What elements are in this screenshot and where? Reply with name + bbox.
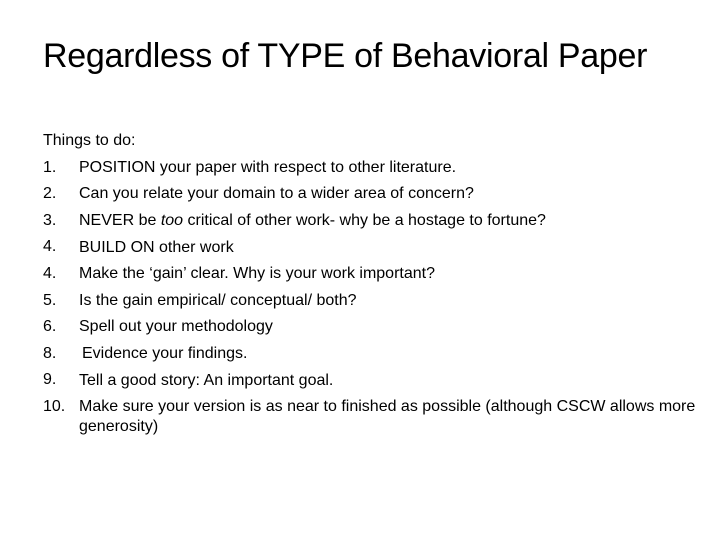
list-item: [43, 234, 703, 261]
item-text: POSITION your paper with respect to other literature.: [79, 158, 457, 176]
list-item: [43, 208, 703, 235]
item-text: Evidence your findings.: [82, 345, 248, 363]
item-number: 8.: [43, 344, 57, 362]
item-text: BUILD ON other work: [79, 238, 234, 256]
list-item: [43, 181, 703, 208]
item-text-emphasis: too: [160, 212, 184, 230]
list-item: [43, 155, 703, 182]
list-item: [43, 341, 703, 368]
item-number: 4.: [43, 264, 57, 282]
item-text: Is the gain empirical/ conceptual/ both?: [79, 291, 357, 309]
slide-body: [43, 128, 703, 441]
item-number: 5.: [43, 291, 57, 309]
item-number: 6.: [43, 318, 57, 336]
item-number: 4.: [43, 238, 57, 256]
item-text-start: NEVER be: [79, 212, 161, 230]
item-text: Make the ‘gain’ clear. Why is your work important?: [79, 265, 435, 283]
item-number: 3.: [43, 211, 57, 229]
intro-text: Things to do:: [43, 132, 136, 149]
item-text-end: critical of other work- why be a hostage to fortune?: [183, 212, 546, 230]
item-number: 2.: [43, 185, 57, 203]
item-text: Can you relate your domain to a wider area of concern?: [79, 185, 474, 203]
item-text: Tell a good story: An important goal.: [79, 371, 334, 389]
todo-list: [43, 155, 703, 441]
item-text: Make sure your version is as near to finished as possible (although CSCW allows more generosity): [79, 398, 696, 436]
list-item: [43, 261, 703, 288]
list-item: [43, 314, 703, 341]
item-text: Spell out your methodology: [79, 318, 273, 336]
slide-title: Regardless of TYPE of Behavioral Paper: [43, 37, 648, 75]
item-text: [79, 208, 703, 235]
list-item: [43, 367, 703, 394]
item-number: 9.: [43, 371, 57, 389]
list-item: [43, 288, 703, 315]
item-number: 10.: [43, 397, 66, 415]
item-number: 1.: [43, 158, 57, 176]
list-item: [43, 394, 703, 441]
